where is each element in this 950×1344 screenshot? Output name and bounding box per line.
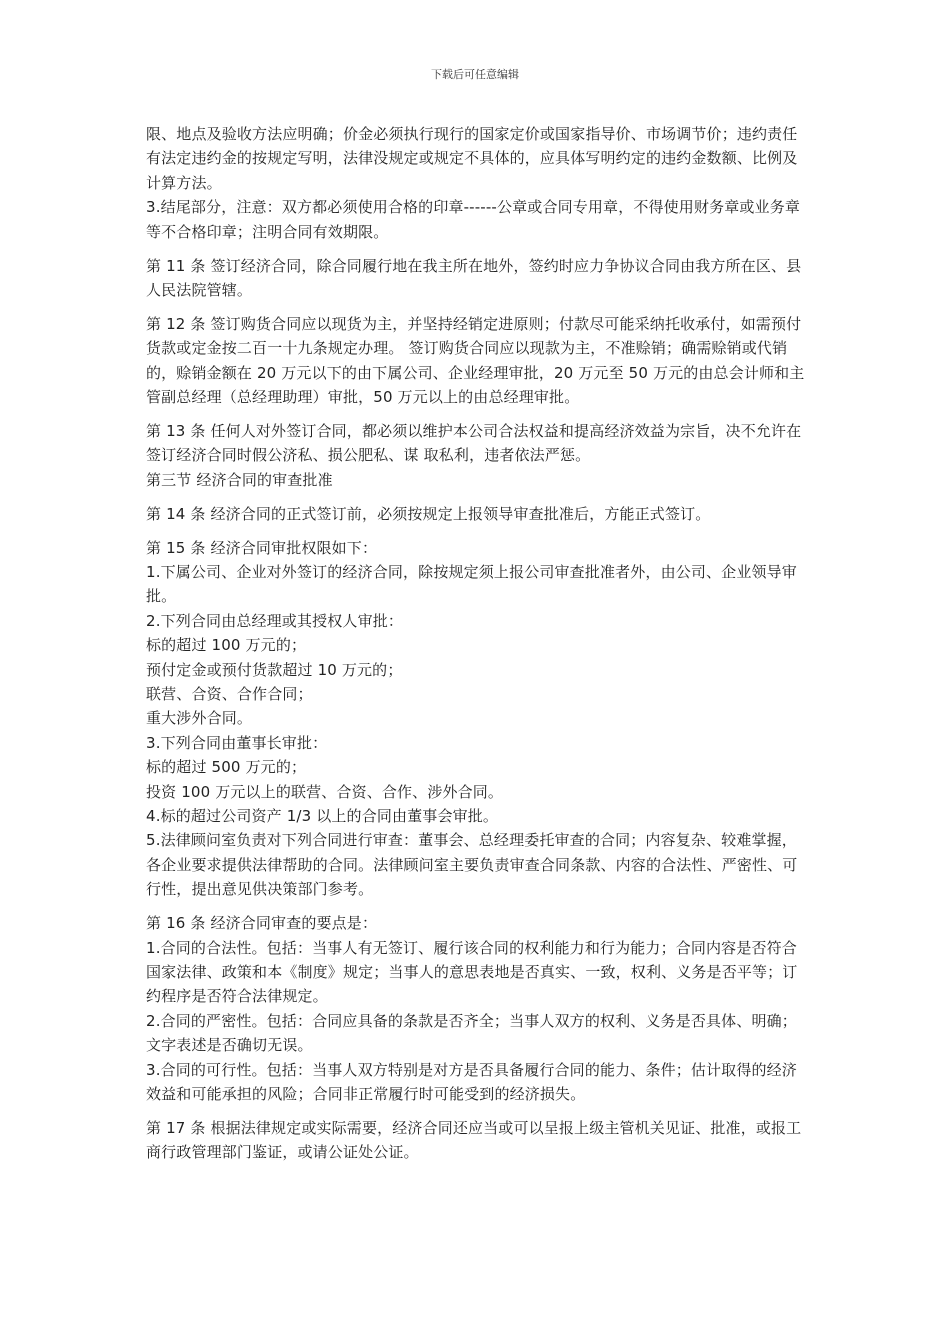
text-line: 第 14 条 经济合同的正式签订前，必须按规定上报领导审查批准后，方能正式签订。 — [146, 504, 711, 523]
paragraph-block — [146, 536, 810, 902]
paragraph-block — [146, 254, 810, 303]
page-header: 下载后可任意编辑 — [431, 68, 519, 81]
text-line: 联营、合资、合作合同； — [146, 685, 313, 704]
text-line: 1.下属公司、企业对外签订的经济合同，除按规定须上报公司审查批准者外，由公司、企业领导审批。 — [146, 563, 797, 606]
text-line: 第 11 条 签订经济合同，除合同履行地在我主所在地外，签约时应力争协议合同由我方所在区、县人民法院管辖。 — [146, 256, 802, 299]
document-body — [146, 122, 810, 1174]
text-line: 3.下列合同由董事长审批： — [146, 733, 328, 752]
text-line: 4.标的超过公司资产 1/3 以上的合同由董事会审批。 — [146, 807, 499, 826]
paragraph-block — [146, 312, 810, 410]
text-line: 第 15 条 经济合同审批权限如下： — [146, 538, 378, 557]
paragraph-block — [146, 1116, 810, 1165]
text-line: 重大涉外合同。 — [146, 709, 253, 728]
text-line: 第 17 条 根据法律规定或实际需要，经济合同还应当或可以呈报上级主管机关见证、批准，或报工商行政管理部门鉴证，或请公证处公证。 — [146, 1118, 802, 1162]
text-line: 标的超过 100 万元的； — [146, 636, 307, 655]
paragraph-block — [146, 911, 810, 1106]
text-line: 第 12 条 签订购货合同应以现货为主，并坚持经销定进原则；付款尽可能采纳托收承付，如需预付货款或定金按二百一十九条规定办理。 签订购货合同应以现款为主，不准赊销；确需赊销或代销的，赊销金额在 20 万元以下的由下属公司、企业经理审批，20 万元至 50 万元的由总会计师和主管副总经理（总经理助理）审批，50 万元以上的由总经理审批。 — [146, 314, 805, 407]
text-line: 第 13 条 任何人对外签订合同，都必须以维护本公司合法权益和提高经济效益为宗旨，决不允许在签订经济合同时假公济私、损公肥私、谋 取私利，违者依法严惩。 — [146, 421, 802, 465]
paragraph-block — [146, 502, 810, 526]
paragraph-block — [146, 122, 810, 244]
text-line: 2.下列合同由总经理或其授权人审批： — [146, 611, 404, 630]
text-line: 5.法律顾问室负责对下列合同进行审查：董事会、总经理委托审查的合同；内容复杂、较难掌握，各企业要求提供法律帮助的合同。法律顾问室主要负责审查合同条款、内容的合法性、严密性、可行性，提出意见供决策部门参考。 — [146, 831, 798, 899]
text-line: 预付定金或预付货款超过 10 万元的； — [146, 660, 403, 679]
text-line: 3.合同的可行性。包括：当事人双方特别是对方是否具备履行合同的能力、条件；估计取得的经济效益和可能承担的风险；合同非正常履行时可能受到的经济损失。 — [146, 1060, 797, 1104]
text-line: 标的超过 500 万元的； — [146, 758, 307, 777]
paragraph-block — [146, 419, 810, 492]
text-line: 第三节 经济合同的审查批准 — [146, 470, 333, 489]
text-line: 第 16 条 经济合同审查的要点是： — [146, 914, 378, 933]
text-line: 1.合同的合法性。包括：当事人有无签订、履行该合同的权利能力和行为能力；合同内容是否符合国家法律、政策和本《制度》规定；当事人的意思表地是否真实、一致，权利、义务是否平等；订约程序是否符合法律规定。 — [146, 938, 798, 1006]
text-line: 2.合同的严密性。包括：合同应具备的条款是否齐全；当事人双方的权利、义务是否具体、明确；文字表述是否确切无误。 — [146, 1011, 797, 1055]
text-line: 投资 100 万元以上的联营、合资、合作、涉外合同。 — [146, 782, 504, 801]
text-line: 3.结尾部分，注意：双方都必须使用合格的印章------公章或合同专用章，不得使用财务章或业务章等不合格印章；注明合同有效期限。 — [146, 198, 800, 241]
text-line: 限、地点及验收方法应明确；价金必须执行现行的国家定价或国家指导价、市场调节价；违约责任有法定违约金的按规定写明，法律没规定或规定不具体的，应具体写明约定的违约金数额、比例及计算方法。 — [146, 125, 798, 192]
